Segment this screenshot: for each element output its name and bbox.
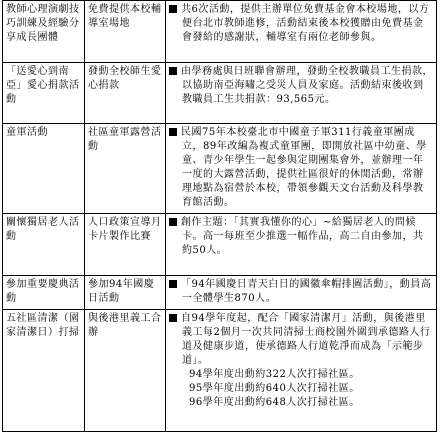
activity-name: 參加重要慶典活動 bbox=[3, 276, 85, 310]
activities-table bbox=[2, 0, 437, 432]
table-row bbox=[3, 63, 437, 124]
table-row bbox=[3, 310, 437, 432]
bullet-square-icon bbox=[169, 280, 177, 288]
activity-name: 教師心理演劇技巧訓練及經驗分享成長團體 bbox=[3, 1, 85, 63]
activity-description bbox=[166, 214, 437, 276]
bullet-square-icon bbox=[169, 128, 177, 136]
description-text: 由學務處與日班聯會辦理，發動全校教職員工生捐款，以協助南亞海嘯之受災人員及家庭。活動結束後收到教職員工生共捐款：93,565元。 bbox=[181, 66, 433, 105]
activity-name: 關懷獨居老人活動 bbox=[3, 214, 85, 276]
activity-description bbox=[166, 1, 437, 63]
activity-type: 發動全校師生愛心捐款 bbox=[85, 63, 166, 124]
activity-description bbox=[166, 310, 437, 432]
activity-name: 五社區清潔（園家清潔日）打掃 bbox=[3, 310, 85, 432]
description-text: 「94年國慶日青天白日的國徽傘帽排圖活動」，動員高一全體學生870人。 bbox=[181, 279, 432, 304]
activity-description bbox=[166, 63, 437, 124]
description-text: 創作主題：「其實我懂你的心」~給獨居老人的問候卡。高一每班至少推選一幅作品，高二自由參加，共約50人。 bbox=[181, 217, 424, 256]
activity-type: 社區童軍露營活動 bbox=[85, 124, 166, 214]
activity-description bbox=[166, 276, 437, 310]
description-text: 自94學年度起，配合「國家清潔月」活動，與後港里義工每2個月一次共同清掃士商校園外圍到承德路人行道及健康步道，使承德路人行道乾淨而成為「示範步道」。 bbox=[181, 313, 431, 366]
activity-name: 「送愛心到南亞」愛心捐款活動 bbox=[3, 63, 85, 124]
activity-type: 人口政策宣導月卡片製作比賽 bbox=[85, 214, 166, 276]
activity-type: 與後港里義工合辦 bbox=[85, 310, 166, 432]
activity-type: 參加94年國慶日活動 bbox=[85, 276, 166, 310]
table-row bbox=[3, 1, 437, 63]
activity-name: 童軍活動 bbox=[3, 124, 85, 214]
stat-line: 94學年度出動約322人次打掃社區。 bbox=[189, 369, 360, 380]
table-row bbox=[3, 124, 437, 214]
activity-description bbox=[166, 124, 437, 214]
bullet-square-icon bbox=[169, 314, 177, 322]
bullet-square-icon bbox=[169, 218, 177, 226]
bullet-square-icon bbox=[169, 5, 177, 13]
table-row bbox=[3, 214, 437, 276]
table-row bbox=[3, 276, 437, 310]
bullet-square-icon bbox=[169, 67, 177, 75]
stat-line: 95學年度出動約640人次打掃社區。 bbox=[189, 383, 360, 394]
description-text: 共6次活動，提供主辦單位免費基金會本校場地，以方便台北市教師進修，活動結束後本校獲贈由免費基金會發給的感謝狀，輔導室有兩位老師參與。 bbox=[181, 4, 430, 43]
description-text: 民國75年本校臺北市中國童子軍311行義童軍團成立，89年改編為複式童軍團，即開放社區中幼童、學童、青少年學生一起參與定期團集會外，並辦理一年一度的大露營活動，提供社區很好的休閒活動，常辦理地點為宿營於本校，帶領參觀天文台活動及科學教育館活動。 bbox=[181, 127, 427, 208]
stat-line: 96學年度出動約648人次打掃社區。 bbox=[189, 397, 360, 408]
activity-type: 免費提供本校輔導室場地 bbox=[85, 1, 166, 63]
